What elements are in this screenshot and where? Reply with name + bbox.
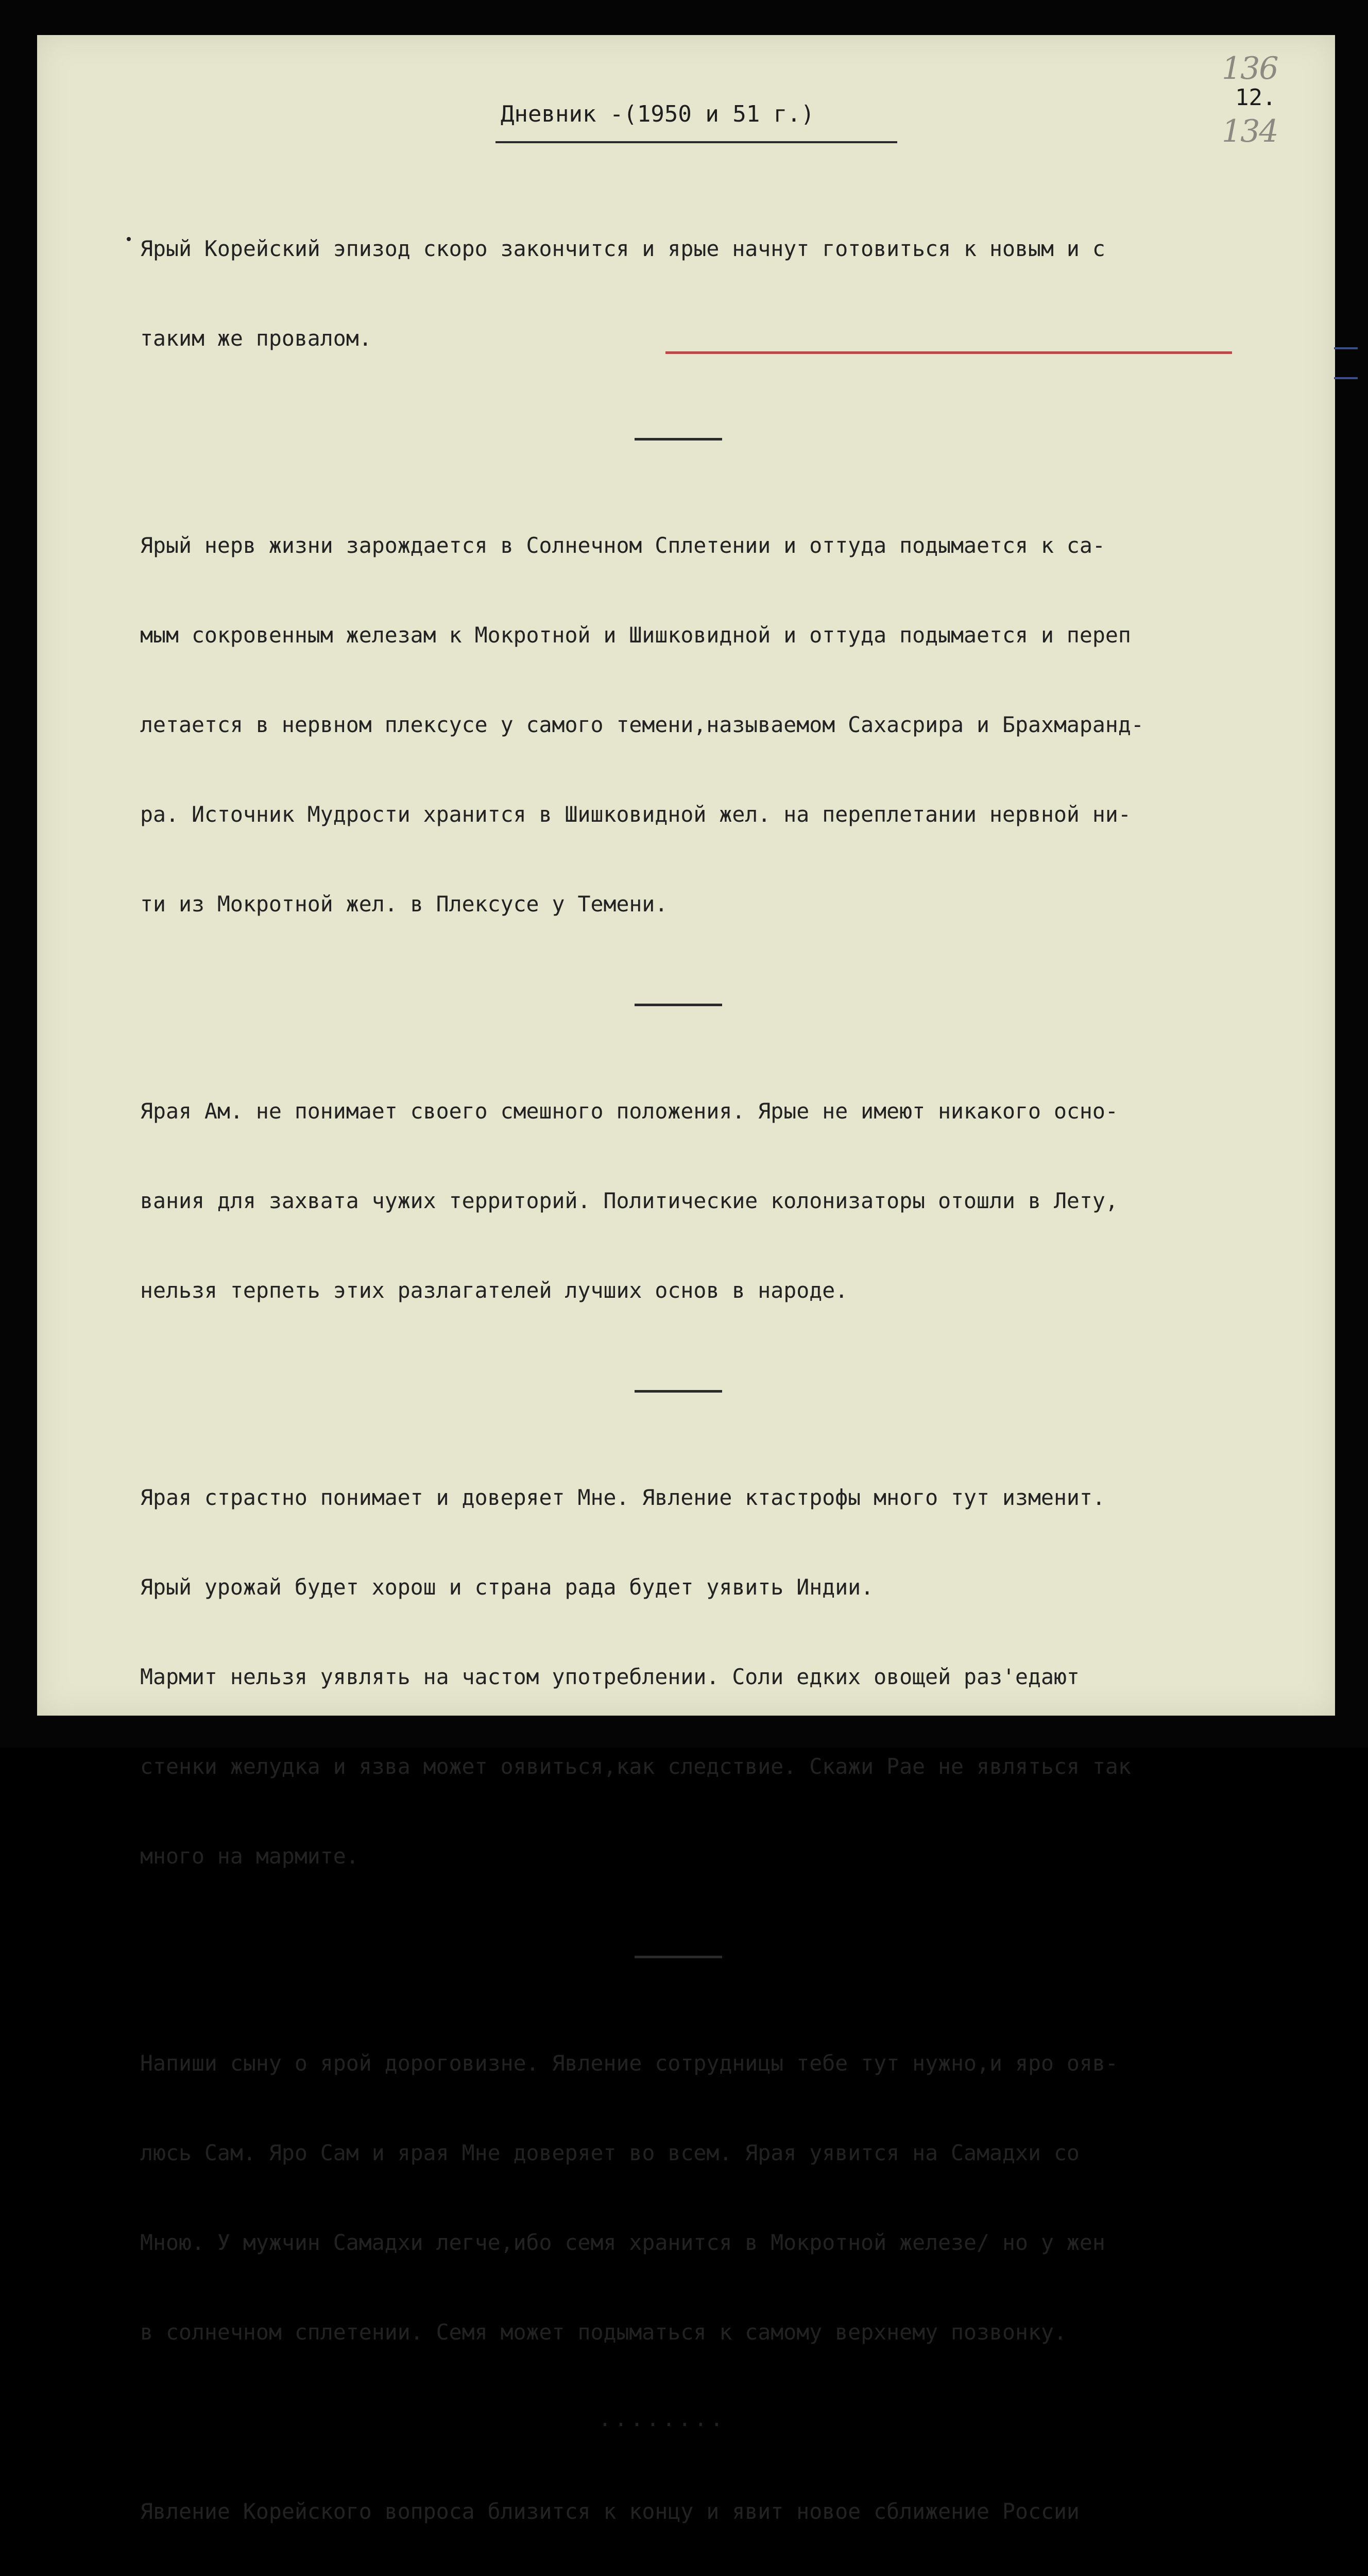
margin-mark bbox=[1334, 377, 1358, 379]
document-title: Дневник -(1950 и 51 г.) bbox=[501, 101, 815, 127]
text-line: Напиши сыну о ярой дороговизне. Явление сотрудницы тебе тут нужно,и яро ояв- bbox=[140, 2050, 1118, 2076]
paragraph-nerve-of-life bbox=[140, 471, 1320, 979]
dot-divider bbox=[140, 2407, 1320, 2437]
text-line: таким же провалом. bbox=[140, 326, 372, 351]
paragraph-korean-question bbox=[140, 2437, 1320, 2576]
divider-line bbox=[635, 1004, 722, 1006]
divider-line bbox=[635, 1956, 722, 1958]
text-line: Явление Корейского вопроса близится к концу и явит новое сближение России bbox=[140, 2499, 1080, 2524]
section-divider bbox=[140, 979, 1320, 1037]
text-line: Ярый Корейский эпизод скоро закончится и ярые начнут готовиться к новым и с bbox=[140, 236, 1105, 261]
paragraph-harvest-marmite bbox=[140, 1423, 1320, 1931]
text-line: в солнечном сплетении. Семя может подыматься к самому верхнему позвонку. bbox=[140, 2319, 1067, 2345]
text-line: вания для захвата чужих территорий. Политические колонизаторы отошли в Лету, bbox=[140, 1188, 1118, 1213]
text-line: ра. Источник Мудрости хранится в Шишковидной жел. на переплетании нервной ни- bbox=[140, 802, 1131, 827]
section-divider bbox=[140, 413, 1320, 471]
text-line: Ярый урожай будет хорош и страна рада будет уявить Индии. bbox=[140, 1574, 874, 1600]
text-line: много на мармите. bbox=[140, 1843, 359, 1869]
margin-mark bbox=[1334, 347, 1358, 349]
text-line: Ярый нерв жизни зарождается в Солнечном Сплетении и оттуда подымается к са- bbox=[140, 533, 1105, 558]
document-page bbox=[37, 35, 1335, 2524]
title-underline bbox=[495, 141, 897, 143]
text-line: стенки желудка и язва может оявиться,как следствие. Скажи Рае не являться так bbox=[140, 1754, 1131, 1779]
divider-line bbox=[635, 438, 722, 440]
text-line: Ярая страстно понимает и доверяет Мне. Явление ктастрофы много тут изменит. bbox=[140, 1485, 1105, 1510]
dot-separator: ........ bbox=[598, 2406, 726, 2431]
handwritten-page-number-top: 136 bbox=[1222, 50, 1278, 87]
divider-line bbox=[635, 1390, 722, 1393]
document-body bbox=[140, 174, 1320, 2576]
text-line: люсь Сам. Яро Сам и ярая Мне доверяет во всем. Ярая уявится на Самадхи со bbox=[140, 2140, 1080, 2165]
paragraph-write-to-son bbox=[140, 1989, 1320, 2407]
text-line: ти из Мокротной жел. в Плексусе у Темени. bbox=[140, 891, 668, 917]
handwritten-page-number-bottom: 134 bbox=[1222, 113, 1278, 149]
typed-page-number: 12. bbox=[1235, 84, 1276, 111]
margin-dot bbox=[127, 237, 131, 241]
paragraph-korea-episode bbox=[140, 174, 1320, 413]
section-divider bbox=[140, 1931, 1320, 1989]
text-line: Мною. У мужчин Самадхи легче,ибо семя хранится в Мокротной железе/ но у жен bbox=[140, 2230, 1105, 2255]
text-line: мым сокровенным железам к Мокротной и Шишковидной и оттуда подымается и переп bbox=[140, 622, 1131, 648]
text-line: летается в нервном плексусе у самого темени,называемом Сахасрира и Брахмаранд- bbox=[140, 712, 1144, 737]
section-divider bbox=[140, 1365, 1320, 1423]
text-line: нельзя терпеть этих разлагателей лучших основ в народе. bbox=[140, 1278, 848, 1303]
paragraph-america bbox=[140, 1037, 1320, 1365]
text-line: Ярая Ам. не понимает своего смешного положения. Ярые не имеют никакого осно- bbox=[140, 1098, 1118, 1124]
text-line: Мармит нельзя уявлять на частом употреблении. Соли едких овощей раз'едают bbox=[140, 1664, 1080, 1689]
